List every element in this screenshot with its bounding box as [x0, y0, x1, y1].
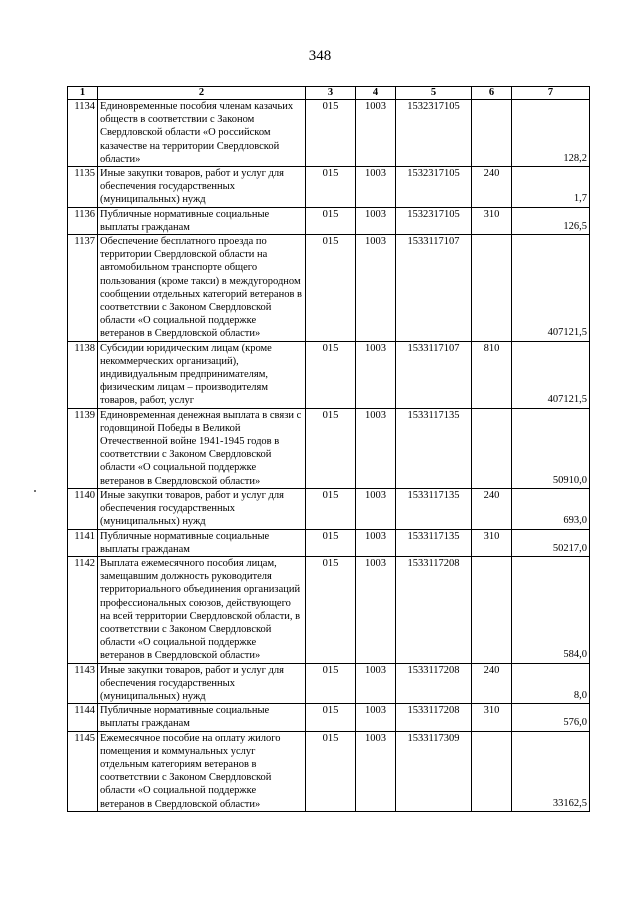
row-section-code: 1003	[356, 731, 396, 811]
row-amount: 8,0	[512, 663, 590, 704]
row-target-code: 1532317105	[396, 100, 472, 167]
row-expense-type: 240	[472, 167, 512, 208]
row-description: Публичные нормативные социальные выплаты гражданам	[98, 704, 306, 731]
row-target-code: 1532317105	[396, 207, 472, 234]
row-description: Субсидии юридическим лицам (кроме некоммерческих организаций), индивидуальным предпринимателям, физическим лицам – производителям товаров, работ, услуг	[98, 341, 306, 408]
row-amount: 693,0	[512, 488, 590, 529]
row-admin-code: 015	[306, 556, 356, 663]
row-section-code: 1003	[356, 529, 396, 556]
row-amount: 126,5	[512, 207, 590, 234]
row-expense-type	[472, 100, 512, 167]
row-section-code: 1003	[356, 100, 396, 167]
row-expense-type: 240	[472, 488, 512, 529]
table-row	[68, 408, 590, 488]
row-amount: 576,0	[512, 704, 590, 731]
row-amount: 407121,5	[512, 341, 590, 408]
row-admin-code: 015	[306, 663, 356, 704]
row-admin-code: 015	[306, 341, 356, 408]
row-amount: 407121,5	[512, 235, 590, 342]
row-section-code: 1003	[356, 408, 396, 488]
table-row	[68, 488, 590, 529]
row-expense-type: 310	[472, 529, 512, 556]
row-number: 1135	[68, 167, 98, 208]
row-target-code: 1533117208	[396, 663, 472, 704]
row-expense-type	[472, 731, 512, 811]
row-amount: 33162,5	[512, 731, 590, 811]
row-target-code: 1533117309	[396, 731, 472, 811]
row-number: 1136	[68, 207, 98, 234]
row-description: Единовременные пособия членам казачьих обществ в соответствии с Законом Свердловской области «О российском казачестве на территории Свердловской области»	[98, 100, 306, 167]
row-target-code: 1533117107	[396, 235, 472, 342]
row-number: 1138	[68, 341, 98, 408]
table-row	[68, 341, 590, 408]
row-amount: 1,7	[512, 167, 590, 208]
column-header-7: 7	[512, 87, 590, 100]
row-expense-type: 310	[472, 207, 512, 234]
column-header-5: 5	[396, 87, 472, 100]
table-body	[68, 100, 590, 812]
row-section-code: 1003	[356, 704, 396, 731]
row-expense-type	[472, 235, 512, 342]
row-number: 1142	[68, 556, 98, 663]
page-number: 348	[308, 48, 332, 64]
column-header-6: 6	[472, 87, 512, 100]
table-row	[68, 731, 590, 811]
row-target-code: 1533117135	[396, 488, 472, 529]
row-admin-code: 015	[306, 167, 356, 208]
row-expense-type: 310	[472, 704, 512, 731]
column-header-3: 3	[306, 87, 356, 100]
row-target-code: 1533117135	[396, 408, 472, 488]
row-expense-type: 810	[472, 341, 512, 408]
row-admin-code: 015	[306, 529, 356, 556]
row-number: 1145	[68, 731, 98, 811]
table-row	[68, 207, 590, 234]
row-number: 1144	[68, 704, 98, 731]
row-description: Иные закупки товаров, работ и услуг для обеспечения государственных (муниципальных) нужд	[98, 167, 306, 208]
column-header-2: 2	[98, 87, 306, 100]
row-section-code: 1003	[356, 663, 396, 704]
row-number: 1141	[68, 529, 98, 556]
row-description: Иные закупки товаров, работ и услуг для обеспечения государственных (муниципальных) нужд	[98, 488, 306, 529]
row-target-code: 1533117208	[396, 704, 472, 731]
budget-table	[67, 86, 590, 812]
column-header-1: 1	[68, 87, 98, 100]
row-description: Обеспечение бесплатного проезда по территории Свердловской области на автомобильном транспорте общего пользования (кроме такси) в междугородном сообщении отдельных категорий ветеранов в соответствии с Законом Свердловской области «О социальной поддержке ветеранов в Свердловской области»	[98, 235, 306, 342]
row-admin-code: 015	[306, 408, 356, 488]
table-row	[68, 704, 590, 731]
row-description: Выплата ежемесячного пособия лицам, замещавшим должность руководителя территориального объединения организаций профессиональных союзов, действующего на всей территории Свердловской области, в соответствии с Законом Свердловской области «О социальной поддержке ветеранов в Свердловской области»	[98, 556, 306, 663]
row-admin-code: 015	[306, 235, 356, 342]
row-number: 1143	[68, 663, 98, 704]
row-section-code: 1003	[356, 167, 396, 208]
row-target-code: 1533117208	[396, 556, 472, 663]
table-row	[68, 235, 590, 342]
row-section-code: 1003	[356, 341, 396, 408]
row-number: 1134	[68, 100, 98, 167]
row-expense-type	[472, 556, 512, 663]
row-section-code: 1003	[356, 488, 396, 529]
row-amount: 50217,0	[512, 529, 590, 556]
row-section-code: 1003	[356, 207, 396, 234]
scan-mark	[34, 490, 36, 492]
row-expense-type	[472, 408, 512, 488]
table-header-row	[68, 87, 590, 100]
row-description: Единовременная денежная выплата в связи с годовщиной Победы в Великой Отечественной войне 1941-1945 годов в соответствии с Законом Свердловской области «О социальной поддержке ветеранов в Свердловской области»	[98, 408, 306, 488]
column-header-4: 4	[356, 87, 396, 100]
table-row	[68, 529, 590, 556]
row-amount: 584,0	[512, 556, 590, 663]
table-row	[68, 663, 590, 704]
row-section-code: 1003	[356, 556, 396, 663]
row-target-code: 1532317105	[396, 167, 472, 208]
table-row	[68, 100, 590, 167]
row-target-code: 1533117135	[396, 529, 472, 556]
row-number: 1137	[68, 235, 98, 342]
row-admin-code: 015	[306, 704, 356, 731]
row-amount: 128,2	[512, 100, 590, 167]
row-section-code: 1003	[356, 235, 396, 342]
row-number: 1139	[68, 408, 98, 488]
row-admin-code: 015	[306, 731, 356, 811]
row-description: Публичные нормативные социальные выплаты гражданам	[98, 529, 306, 556]
row-description: Ежемесячное пособие на оплату жилого помещения и коммунальных услуг отдельным категориям ветеранов в соответствии с Законом Свердловской области «О социальной поддержке ветеранов в Свердловской области»	[98, 731, 306, 811]
row-amount: 50910,0	[512, 408, 590, 488]
row-admin-code: 015	[306, 100, 356, 167]
row-admin-code: 015	[306, 488, 356, 529]
row-admin-code: 015	[306, 207, 356, 234]
row-description: Иные закупки товаров, работ и услуг для обеспечения государственных (муниципальных) нужд	[98, 663, 306, 704]
row-description: Публичные нормативные социальные выплаты гражданам	[98, 207, 306, 234]
row-number: 1140	[68, 488, 98, 529]
table-row	[68, 556, 590, 663]
row-expense-type: 240	[472, 663, 512, 704]
table-row	[68, 167, 590, 208]
row-target-code: 1533117107	[396, 341, 472, 408]
